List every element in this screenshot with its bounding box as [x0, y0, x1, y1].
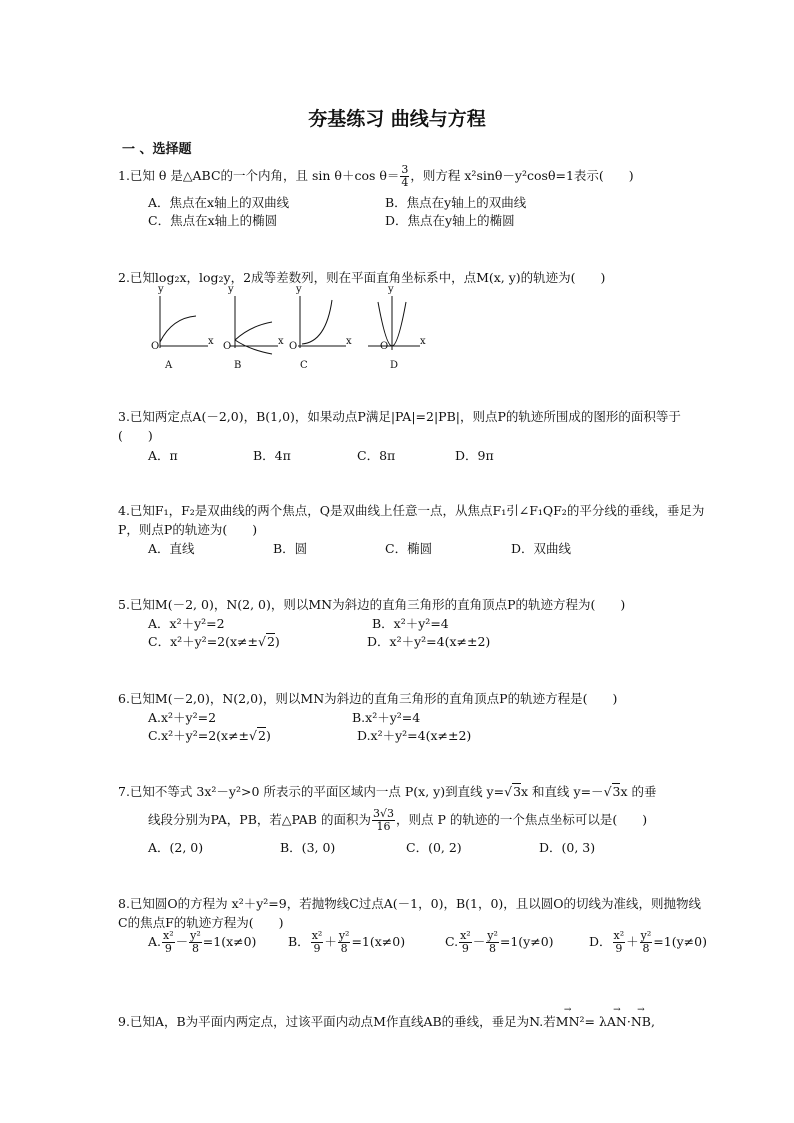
q7-option-d: D．(0, 3)	[539, 840, 596, 855]
q1-option-b: B．焦点在y轴上的双曲线	[385, 195, 527, 210]
question-1-stem: 1.已知 θ 是△ABC的一个内角，且 sin θ＋cos θ＝ $\frac{3}{4}$ ，则方程 x²sinθ－y²cosθ=1表示( )	[118, 163, 634, 189]
axis-label: x	[208, 336, 214, 347]
q6-option-b: B.x²＋y²=4	[352, 710, 421, 725]
graph-b	[230, 296, 278, 354]
q4-option-c: C．椭圆	[385, 541, 433, 556]
fraction: $\frac{3√3}{16}$	[372, 807, 394, 833]
graph-c	[298, 296, 346, 348]
question-9	[118, 1012, 718, 1031]
q1-option-a: A．焦点在x轴上的双曲线	[148, 195, 290, 210]
graph-d-label: D	[390, 360, 399, 371]
origin-label: O	[380, 341, 389, 352]
q6-option-a: A.x²＋y²=2	[148, 710, 217, 725]
q7-option-a: A．(2, 0)	[148, 840, 204, 855]
page-title: 夯基练习 曲线与方程	[308, 108, 486, 130]
q5-option-d: D．x²＋y²=4(x≠±2)	[367, 634, 491, 649]
axis-label: y	[158, 284, 164, 295]
graph-a	[160, 296, 208, 348]
vector-mn: → MN	[556, 1012, 580, 1031]
graph-d	[368, 296, 420, 350]
q6-option-c: C.x²＋y²=2(x≠±√2)	[148, 728, 271, 743]
q5-option-c: C．x²＋y²=2(x≠±√2)	[148, 634, 280, 649]
q2-graph-options	[150, 284, 440, 380]
axis-label: x	[278, 336, 284, 347]
q3-option-d: D．9π	[455, 448, 494, 463]
axis-label: y	[228, 284, 234, 295]
origin-label: O	[289, 341, 298, 352]
question-5	[118, 595, 708, 614]
question-7	[118, 782, 708, 801]
q4-option-a: A．直线	[148, 541, 195, 556]
axis-label: x	[420, 336, 426, 347]
question-3	[118, 407, 708, 445]
section-heading: 一 、选择题	[122, 142, 192, 157]
graph-a-label: A	[165, 360, 173, 371]
q3-option-c: C．8π	[357, 448, 396, 463]
graph-c-label: C	[300, 360, 308, 371]
question-2-stem: 2.已知log₂x，log₂y，2成等差数列，则在平面直角坐标系中，点M(x, y)的轨迹为( )	[118, 270, 606, 285]
vector-nb: → NB	[631, 1012, 651, 1031]
origin-label: O	[151, 341, 160, 352]
question-2	[118, 268, 708, 287]
vector-an: → AN	[607, 1012, 627, 1031]
question-8-stem: 8.已知圆O的方程为 x²＋y²=9，若抛物线C过点A(－1，0)，B(1，0)，且以圆O的切线为准线，则抛物线C的焦点F的轨迹方程为( )	[118, 896, 702, 930]
fraction: $\frac{3}{4}$	[401, 163, 409, 189]
question-7-stem: 7.已知不等式 3x²－y²>0 所表示的平面区域内一点 P(x, y)到直线 y=√3x 和直线 y=－√3x 的垂	[118, 784, 657, 799]
question-9-stem: 9.已知A，B为平面内两定点，过该平面内动点M作直线AB的垂线，垂足为N.若→ MN²= λ→ AN·→ NB,	[118, 1012, 718, 1031]
question-4	[118, 501, 708, 539]
q8-option-b: B． $\frac{\text{x²}}{9}$ ＋ $\frac{\text{y²}}{8}$ =1(x≠0)	[288, 929, 406, 955]
q3-option-a: A．π	[148, 448, 178, 463]
q6-option-d: D.x²＋y²=4(x≠±2)	[357, 728, 472, 743]
q1-option-d: D．焦点在y轴上的椭圆	[385, 213, 515, 228]
question-6-stem: 6.已知M(－2,0)，N(2,0)，则以MN为斜边的直角三角形的直角顶点P的轨迹方程是( )	[118, 691, 618, 706]
q8-option-d: D． $\frac{\text{x²}}{9}$ ＋ $\frac{\text{y²}}{8}$ =1(y≠0)	[589, 929, 707, 955]
q7-option-c: C．(0, 2)	[406, 840, 462, 855]
question-5-stem: 5.已知M(－2, 0)，N(2, 0)，则以MN为斜边的直角三角形的直角顶点P的轨迹方程为( )	[118, 597, 626, 612]
q8-option-a: A. $\frac{\text{x²}}{9}$ － $\frac{\text{y²}}{8}$ =1(x≠0)	[148, 929, 257, 955]
q8-option-c: C. $\frac{\text{x²}}{9}$ － $\frac{\text{y²}}{8}$ =1(y≠0)	[445, 929, 554, 955]
axis-label: y	[296, 284, 302, 295]
origin-label: O	[223, 341, 232, 352]
question-8	[118, 894, 708, 932]
question-7-line-2: 线段分别为PA，PB，若△PAB 的面积为 $\frac{3√3}{16}$ ，则点 P 的轨迹的一个焦点坐标可以是( )	[148, 807, 648, 833]
q7-option-b: B．(3, 0)	[280, 840, 336, 855]
q1-option-c: C．焦点在x轴上的椭圆	[148, 213, 278, 228]
q5-option-a: A．x²＋y²=2	[148, 616, 225, 631]
q3-option-b: B．4π	[253, 448, 291, 463]
question-4-stem: 4.已知F₁，F₂是双曲线的两个焦点，Q是双曲线上任意一点，从焦点F₁引∠F₁QF₂的平分线的垂线，垂足为P，则点P的轨迹为( )	[118, 503, 705, 537]
q4-option-d: D．双曲线	[511, 541, 572, 556]
axis-label: y	[388, 284, 394, 295]
q4-option-b: B．圆	[273, 541, 308, 556]
question-6	[118, 689, 708, 708]
q5-option-b: B．x²＋y²=4	[372, 616, 449, 631]
question-1	[118, 164, 708, 189]
graph-b-label: B	[234, 360, 242, 371]
axis-label: x	[346, 336, 352, 347]
question-3-stem: 3.已知两定点A(－2,0)，B(1,0)，如果动点P满足|PA|=2|PB|，则点P的轨迹所围成的图形的面积等于( )	[118, 409, 681, 443]
